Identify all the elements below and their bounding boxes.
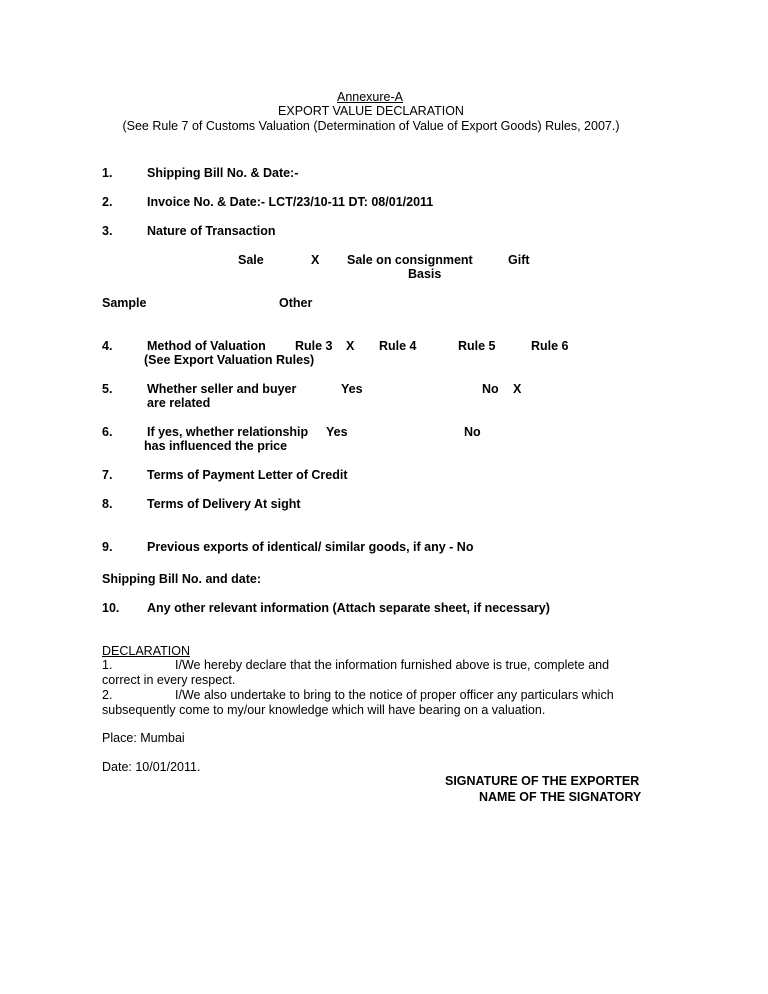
option-consignment: Sale on consignment — [347, 253, 473, 267]
item-number: 6. — [102, 425, 113, 439]
option-sale: Sale — [238, 253, 264, 267]
influenced-no: No — [464, 425, 481, 439]
item-number: 8. — [102, 497, 113, 511]
option-sample: Sample — [102, 296, 147, 310]
declaration-text: I/We hereby declare that the information furnished above is true, complete and — [175, 658, 610, 672]
option-gift: Gift — [508, 253, 530, 267]
declaration-heading: DECLARATION — [102, 644, 190, 658]
annexure-label: Annexure-A — [336, 90, 403, 104]
shipping-bill-line: Shipping Bill No. and date: — [102, 572, 262, 586]
item-number: 7. — [102, 468, 113, 482]
related-yes: Yes — [341, 382, 363, 396]
item-label: Any other relevant information (Attach separate sheet, if necessary) — [147, 601, 550, 615]
item-number: 3. — [102, 224, 113, 238]
place: Place: Mumbai — [102, 731, 185, 745]
item-label: Invoice No. & Date:- LCT/23/10-11 DT: 08/01/2011 — [147, 195, 434, 209]
item-label: Previous exports of identical/ similar goods, if any - No — [147, 540, 474, 554]
option-rule6: Rule 6 — [531, 339, 569, 353]
item-number: 5. — [102, 382, 113, 396]
item-number: 9. — [102, 540, 113, 554]
item-sublabel: are related — [147, 396, 211, 410]
option-rule3: Rule 3 — [295, 339, 333, 353]
date: Date: 10/01/2011. — [102, 760, 201, 774]
declaration-number: 1. — [102, 658, 113, 672]
item-number: 10. — [102, 601, 120, 615]
item-label: Whether seller and buyer — [147, 382, 297, 396]
item-number: 1. — [102, 166, 113, 180]
declaration-number: 2. — [102, 688, 113, 702]
item-label: Method of Valuation — [147, 339, 266, 353]
option-rule3-mark: X — [346, 339, 355, 353]
item-label: Terms of Payment Letter of Credit — [147, 468, 348, 482]
signatory-name: NAME OF THE SIGNATORY — [479, 790, 642, 804]
item-sublabel: (See Export Valuation Rules) — [144, 353, 315, 367]
option-other: Other — [279, 296, 313, 310]
item-label: Shipping Bill No. & Date:- — [147, 166, 299, 180]
document-title: EXPORT VALUE DECLARATION — [278, 104, 464, 118]
option-consignment-basis: Basis — [408, 267, 442, 281]
document-subtitle: (See Rule 7 of Customs Valuation (Determination of Value of Export Goods) Rules, 2007.) — [122, 119, 620, 133]
signature-exporter: SIGNATURE OF THE EXPORTER — [445, 774, 640, 788]
item-number: 2. — [102, 195, 113, 209]
item-label: If yes, whether relationship — [147, 425, 309, 439]
item-label: Nature of Transaction — [147, 224, 276, 238]
item-sublabel: has influenced the price — [144, 439, 288, 453]
option-rule5: Rule 5 — [458, 339, 496, 353]
declaration-text: subsequently come to my/our knowledge which will have bearing on a valuation. — [102, 703, 546, 717]
option-rule4: Rule 4 — [379, 339, 417, 353]
influenced-yes: Yes — [326, 425, 348, 439]
related-no-mark: X — [513, 382, 522, 396]
item-label: Terms of Delivery At sight — [147, 497, 301, 511]
declaration-text: correct in every respect. — [102, 673, 236, 687]
item-number: 4. — [102, 339, 113, 353]
declaration-text: I/We also undertake to bring to the notice of proper officer any particulars which — [175, 688, 614, 702]
option-sale-mark: X — [311, 253, 320, 267]
related-no: No — [482, 382, 499, 396]
